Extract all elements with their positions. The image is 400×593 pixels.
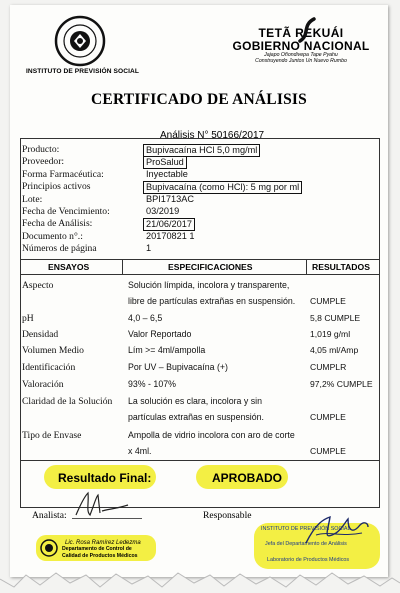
header-sep-2 [306,259,307,274]
test-name: Volumen Medio [22,345,84,356]
document-title: CERTIFICADO DE ANÁLISIS [91,91,307,108]
responsible-label: Responsable [203,510,252,521]
result: 4,05 ml/Amp [310,345,359,355]
field-label: Principios activos [22,181,91,193]
ips-seal-icon [40,539,58,557]
certificate-sheet [10,5,388,577]
final-top-line [20,460,380,461]
field-label: Forma Farmacéutica: [22,168,104,180]
gov-line1: TETÃ REKUÁI [258,26,344,40]
specification: libre de partículas extrañas en suspensión. [128,296,296,306]
result: 5,8 CUMPLE [310,313,361,323]
analyst-label: Analista: [32,510,67,521]
test-name: Densidad [22,329,59,340]
field-value: BPI1713AC [146,193,195,204]
responsible-signature-icon [302,513,372,549]
gov-slogan2: Construyendo Juntos Un Nuevo Rumbo [255,58,347,65]
header-especificaciones: ESPECIFICACIONES [168,262,253,272]
final-result-label: Resultado Final: [58,471,152,485]
stamp-line3: Laboratorio de Productos Médicos [267,557,350,563]
institution-name: INSTITUTO DE PREVISIÓN SOCIAL [26,68,140,75]
field-value: 20170821 1 [146,230,195,241]
specification: Valor Reportado [128,329,192,339]
specification: x 4ml. [128,446,152,456]
field-label: Documento n°.: [22,230,83,242]
table-top-line [20,259,380,260]
specification: Lím >= 4ml/ampolla [128,345,206,355]
ips-logo-icon [54,15,106,67]
field-value: 03/2019 [146,206,180,216]
analysis-number: Análisis N° 50166/2017 [160,130,265,141]
field-value: Inyectable [146,168,188,179]
field-label: Proveedor: [22,156,65,168]
specification: Ampolla de vidrio incolora con aro de corte [128,430,295,440]
gov-line2: GOBIERNO NACIONAL [232,39,370,53]
signer-dept-2: Calidad de Productos Médicos [62,553,138,559]
gov-slogan1: Jajapo Oñondivepa Tape Pyahu [264,52,338,58]
header-sep-1 [122,259,123,274]
result: CUMPLE [310,446,346,456]
field-label: Lote: [22,193,43,205]
header-ensayos: ENSAYOS [48,262,90,272]
field-value: Bupivacaína HCl 5,0 mg/ml [143,144,260,157]
result: CUMPLR [310,362,347,372]
result: CUMPLE [310,412,346,422]
flag-swoosh-icon [296,17,318,43]
table-header-line [20,274,380,275]
specification: 93% - 107% [128,379,176,389]
field-value: Bupivacaína (como HCl): 5 mg por ml [143,181,302,194]
test-name: Identificación [22,362,76,373]
test-name: Tipo de Envase [22,430,82,441]
field-label: Producto: [22,144,60,155]
torn-edge [0,565,400,593]
specification: Por UV – Bupivacaína (+) [128,362,228,372]
field-label: Fecha de Vencimiento: [22,206,110,217]
field-label: Fecha de Análisis: [22,218,93,230]
header-resultados: RESULTADOS [312,262,370,272]
test-name: Valoración [22,379,64,390]
test-name: Aspecto [22,280,54,291]
test-name: pH [22,313,34,324]
result: CUMPLE [310,296,346,306]
result: 1,019 g/ml [310,329,351,339]
field-label: Números de página [22,243,97,255]
field-value: ProSalud [143,156,187,169]
field-value: 1 [146,243,152,254]
specification: La solución es clara, incolora y sin [128,396,262,406]
signer-dept-1: Departamento de Control de [62,546,132,552]
final-result-value: APROBADO [212,471,283,485]
field-value: 21/06/2017 [143,218,195,231]
result: 97,2% CUMPLE [310,379,373,389]
stamp-line2: Jefa del Departamento de Análisis [265,541,347,547]
signer-name: Lic. Rosa Ramírez Ledezma [65,540,141,546]
stamp-line1: INSTITUTO DE PREVISIÓN SOCIAL [261,526,351,532]
analyst-signature-icon [72,491,132,519]
analyst-signature-line [72,518,142,519]
specification: Solución límpida, incolora y transparente, [128,280,290,290]
specification: 4,0 – 6,5 [128,313,163,323]
specification: partículas extrañas en suspensión. [128,412,264,422]
test-name: Claridad de la Solución [22,396,113,407]
